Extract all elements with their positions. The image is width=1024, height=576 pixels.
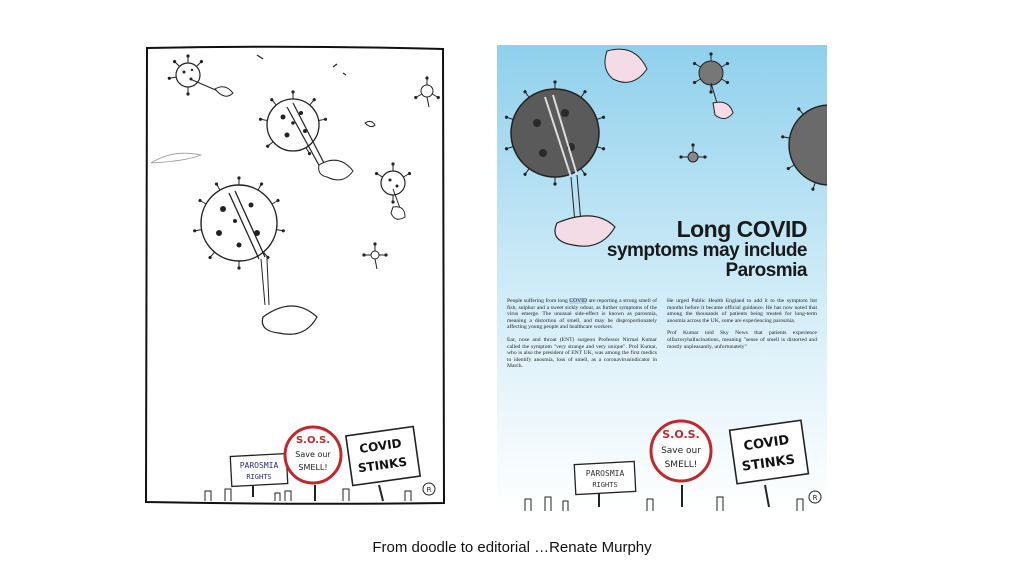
artist-signature-icon	[809, 491, 821, 503]
article-column-right	[667, 298, 817, 376]
svg-text:COVID: COVID	[742, 432, 791, 455]
svg-text:Save our: Save our	[295, 450, 331, 459]
headline-line-3: Parosmia	[725, 260, 807, 281]
svg-text:RIGHTS: RIGHTS	[592, 481, 618, 489]
svg-text:COVID: COVID	[358, 436, 403, 456]
headline-line-2: symptoms may include	[606, 240, 807, 261]
paragraph-2: Ear, nose and throat (ENT) surgeon Professor Nirmal Kumar called the symptom "very strange and very unique". Prof Kumar, who is also the president of ENT UK, was among the first medics to identify anosmia, loss of smell, as a coronavirusindicator in March.	[507, 336, 657, 370]
sign-covid-stinks	[730, 420, 809, 507]
doodle-drawing	[143, 45, 447, 506]
nose-icon	[262, 306, 317, 334]
virus-icon	[679, 143, 706, 162]
article-column-left	[507, 298, 657, 376]
nose-icon	[215, 87, 233, 96]
headline	[567, 217, 807, 281]
virus-icon	[374, 162, 411, 211]
nose-icon	[319, 160, 353, 180]
nose-icon	[391, 207, 405, 220]
artist-signature-icon	[423, 483, 435, 495]
svg-text:STINKS: STINKS	[357, 454, 408, 476]
virus-icon	[259, 90, 328, 169]
virus-icon	[362, 242, 387, 269]
sign-sos-save-our-smell	[651, 421, 711, 507]
svg-text:SMELL!: SMELL!	[298, 463, 328, 472]
headline-line-1: Long COVID	[676, 216, 807, 242]
paragraph-1: People suffering from long COVID are reporting a strong smell of fish, sulphur and a sweet sickly odour, as further symptoms of the virus emerge. The unusual side-effect is known as parosmia, meaning a distortion of smell, and may be disproportionately affecting young people and healthcare workers.	[507, 298, 657, 331]
nose-icon	[365, 121, 375, 126]
svg-text:RIGHTS: RIGHTS	[246, 473, 272, 481]
paragraph-4: Prof Kumar told Sky News that patients experience olfactoryhallucinations, meaning "sense of smell is distorted and mostly unpleasantly, unfortunately"	[667, 330, 817, 350]
article-body	[507, 298, 817, 376]
svg-text:S.O.S.: S.O.S.	[295, 435, 331, 446]
svg-text:PAROSMIA: PAROSMIA	[585, 469, 625, 478]
svg-text:S.O.S.: S.O.S.	[662, 428, 700, 441]
virus-icon	[781, 96, 827, 191]
doodle-panel	[143, 45, 447, 506]
editorial-page	[497, 45, 827, 511]
sign-parosmia-rights	[574, 461, 635, 507]
svg-text:R: R	[426, 486, 432, 494]
nose-icon	[713, 102, 733, 118]
nose-icon	[605, 49, 647, 82]
highlighted-word: COVID	[569, 298, 588, 304]
sign-sos-save-our-smell	[285, 427, 341, 501]
sign-parosmia-rights	[230, 454, 287, 497]
slide-caption: From doodle to editorial …Renate Murphy	[372, 539, 652, 556]
sign-covid-stinks	[346, 427, 420, 501]
svg-text:R: R	[812, 494, 818, 502]
svg-text:Save our: Save our	[661, 446, 701, 456]
paragraph-3: He urged Public Health England to add it to the symptom list months before it became official guidance. He has now noted that among the thousands of patients being treated for long-term anosmia across the UK, some are experiencing parosmia.	[667, 298, 817, 324]
svg-text:STINKS: STINKS	[741, 452, 796, 475]
virus-icon	[193, 176, 285, 305]
svg-text:SMELL!: SMELL!	[664, 460, 698, 470]
virus-icon	[692, 52, 729, 103]
raised-fist-icon	[525, 497, 803, 511]
virus-icon	[504, 80, 605, 223]
virus-icon	[167, 54, 218, 95]
svg-text:PAROSMIA: PAROSMIA	[239, 461, 279, 470]
virus-icon	[414, 76, 441, 107]
